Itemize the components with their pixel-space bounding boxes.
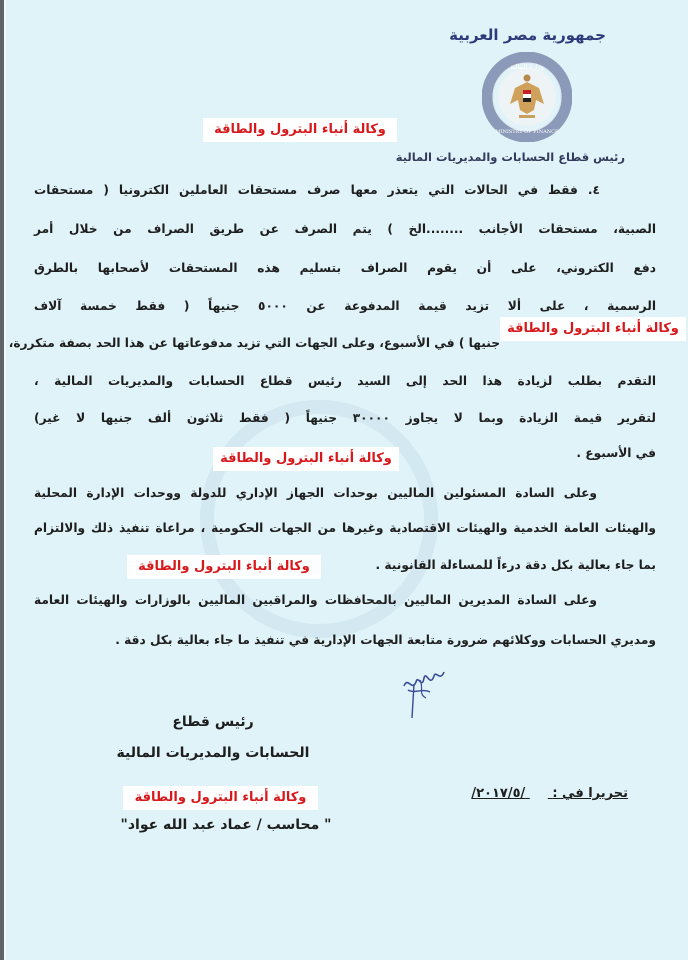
office-heading: رئيس قطاع الحسابات والمديريات المالية [395,150,625,164]
body-line: الصبية، مستحقات الأجانب ........الخ ) يتم الصرف عن طريق الصراف من خلال أمر [34,222,656,236]
body-line: وعلى السادة المسئولين الماليين بوحدات الجهاز الإداري للدولة ووحدات الإدارة المحلية [34,486,597,500]
body-line: التقدم بطلب لزيادة هذا الحد إلى السيد رئيس قطاع الحسابات والمديريات المالية ، [34,374,656,388]
ministry-of-finance-logo-icon [482,52,572,142]
body-line: لتقرير قيمة الزيادة وبما لا يجاوز ٣٠٠٠٠ جنيهاً ( فقط ثلاثون ألف جنيها لا غير) [34,411,656,425]
body-line: ومديري الحسابات ووكلائهم ضرورة متابعة الجهات الإدارية في تنفيذ ما جاء بعالية بكل دقة . [115,633,656,647]
body-line: بما جاء بعالية بكل دقة درءاً للمساءلة القانونية . [375,558,656,572]
signatory-name: " محاسب / عماد عبد الله عواد" [120,817,332,833]
body-line: وعلى السادة المديرين الماليين بالمحافظات والمراقبين الماليين بالوزارات والهيئات العامة [34,593,597,607]
signatory-title-line1: رئيس قطاع [172,714,254,730]
body-line: ٤. فقط في الحالات التي يتعذر معها صرف مستحقات العاملين الكترونيا ( مستحقات [34,183,600,197]
body-line: في الأسبوع . [576,446,656,460]
watermark-label: وكالة أنباء البترول والطاقة [127,555,321,579]
watermark-label: وكالة أنباء البترول والطاقة [500,317,686,341]
logo-arabic-text: وزارة المالية [510,63,544,71]
issue-date [471,786,628,801]
logo-english-text: MINISTRY OF FINANCE [495,129,559,135]
watermark-label: وكالة أنباء البترول والطاقة [213,447,399,471]
body-line: جنيها ) في الأسبوع، وعلى الجهات التي تزيد مدفوعاتها عن هذا الحد بصفة متكررة، [8,336,500,350]
handwritten-signature-icon [400,664,448,720]
body-line: دفع الكتروني، على أن يقوم الصراف بتسليم هذه المستحقات لأصحابها بالطرق [34,261,656,275]
body-line: الرسمية ، على ألا تزيد قيمة المدفوعة عن ٥٠٠٠ جنيهاً ( فقط خمسة آلاف [34,299,656,313]
watermark-label: وكالة أنباء البترول والطاقة [203,118,397,142]
country-heading: جمهورية مصر العربية [449,26,606,44]
watermark-label: وكالة أنباء البترول والطاقة [123,786,318,810]
signatory-title-line2: الحسابات والمديريات المالية [116,745,310,761]
scan-edge-highlight [4,0,6,960]
date-value: /٢٠١٧/٥/ [471,786,526,801]
date-label: تحريرا في : [552,786,628,801]
body-line: والهيئات العامة الخدمية والهيئات الاقتصادية وغيرها من الجهات الحكومية ، مراعاة تنفيذ ذلك والالتزام [34,521,656,535]
